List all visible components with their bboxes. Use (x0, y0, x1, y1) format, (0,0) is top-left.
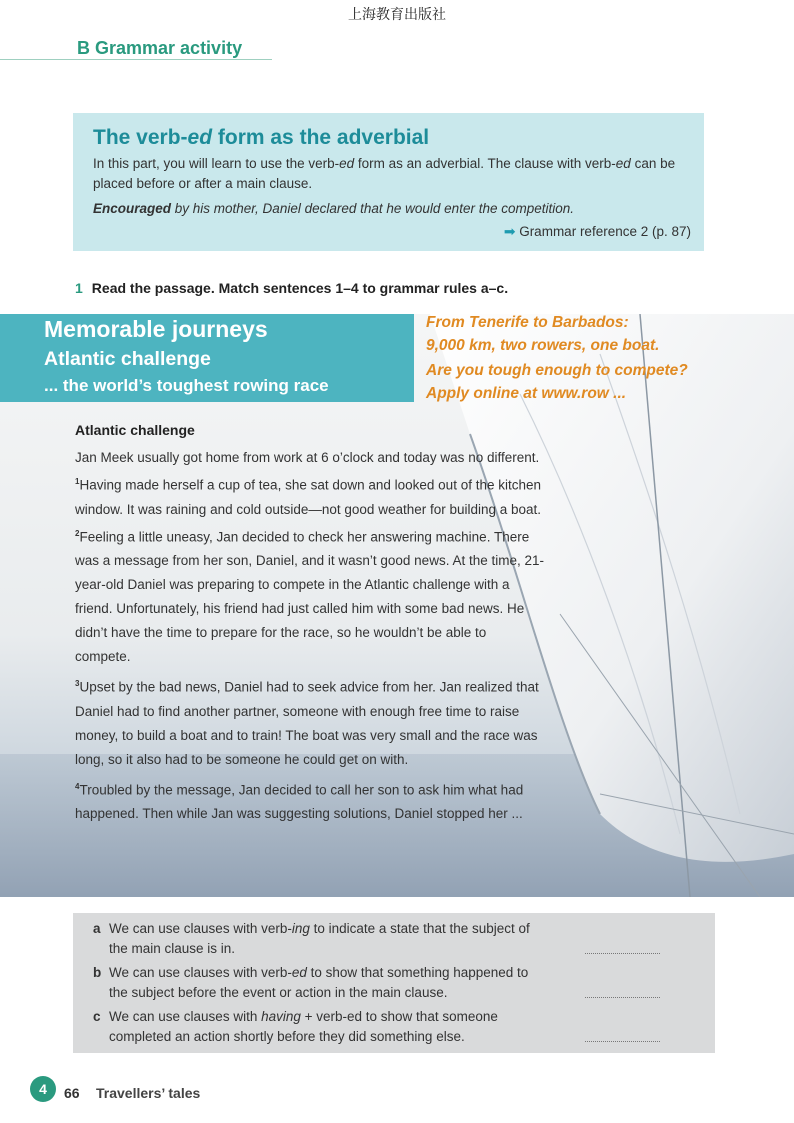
task-instruction: 1 Read the passage. Match sentences 1–4 to grammar rules a–c. (75, 280, 509, 296)
promo-line: Apply online at www.row ... (426, 385, 627, 402)
banner-subtitle: Atlantic challenge (44, 348, 211, 370)
sentence-marker: 1 (75, 477, 80, 486)
grammar-rule-a: a We can use clauses with verb-ing to indicate a state that the subject of the main clause is in. (93, 921, 530, 956)
section-heading: B Grammar activity (77, 38, 243, 58)
banner-title: Memorable journeys (44, 316, 268, 342)
page-number: 66 (64, 1085, 80, 1101)
sentence-marker: 3 (75, 679, 80, 688)
sentence-marker: 2 (75, 528, 80, 538)
reading-passage (75, 418, 545, 829)
chapter-title: Travellers’ tales (96, 1085, 201, 1101)
unit-number-badge: 4 (30, 1076, 56, 1102)
arrow-right-icon: ➟ (504, 224, 516, 239)
passage-paragraph: $^3$Upset by the bad news, Daniel had to seek advice from her. Jan realized that Daniel had to find another partner, someone with enough free time to raise money, to build a boat and to train! The boat was very small and the race was long, so it also had to be someone he could get on with. (75, 679, 539, 767)
passage-paragraph: Jan Meek usually got home from work at 6 o’clock and today was no different. $^1$Having made herself a cup of tea, she sat down and looked out of the kitchen window. It was raining and cold outside—not good weather for building a boat. $^2$Feeling a little uneasy, Jan decided to check her answering machine. There was a message from her son, Daniel, and it wasn’t good news. At the time, 21-year-old Daniel was preparing to compete in the Atlantic challenge with a friend. Unfortunately, his friend had just called him with some bad news. He didn’t have the time to prepare for the race, so he wouldn’t be able to compete. (75, 450, 544, 664)
promo-line: 9,000 km, two rowers, one boat. (426, 337, 660, 354)
grammar-reference-link[interactable]: ➟ Grammar reference 2 (p. 87) (504, 224, 691, 239)
section-divider (0, 59, 272, 60)
grammar-rule-b: b We can use clauses with verb-ed to show that something happened to the subject before the event or action in the main clause. (93, 965, 529, 1000)
grammar-box-intro: In this part, you will learn to use the verb-ed form as an adverbial. The clause with verb-ed can be placed before or after a main clause. (93, 156, 676, 191)
grammar-box-example: Encouraged by his mother, Daniel declared that he would enter the competition. (93, 201, 574, 216)
promo-line: Are you tough enough to compete? (426, 362, 688, 379)
banner-tagline: ... the world’s toughest rowing race (44, 376, 329, 395)
sentence-marker: 4 (75, 781, 80, 791)
answer-blank-c[interactable] (585, 1041, 660, 1042)
grammar-box (73, 113, 704, 251)
passage-paragraph: $^4$Troubled by the message, Jan decided to call her son to ask him what had happened. Then while Jan was suggesting solutions, Daniel stopped her ... (75, 781, 524, 821)
answer-blank-a[interactable] (585, 953, 660, 954)
passage-title: Atlantic challenge (75, 422, 195, 438)
grammar-rule-c: c We can use clauses with having + verb-ed to show that someone completed an action shortly before they did something else. (93, 1009, 498, 1044)
promo-line: From Tenerife to Barbados: (426, 314, 629, 331)
publisher-header: 上海教育出版社 (348, 7, 446, 23)
answer-blank-b[interactable] (585, 997, 660, 998)
grammar-rules-box (73, 913, 715, 1053)
task-number: 1 (75, 280, 83, 296)
grammar-box-title: The verb-ed form as the adverbial (93, 126, 430, 149)
